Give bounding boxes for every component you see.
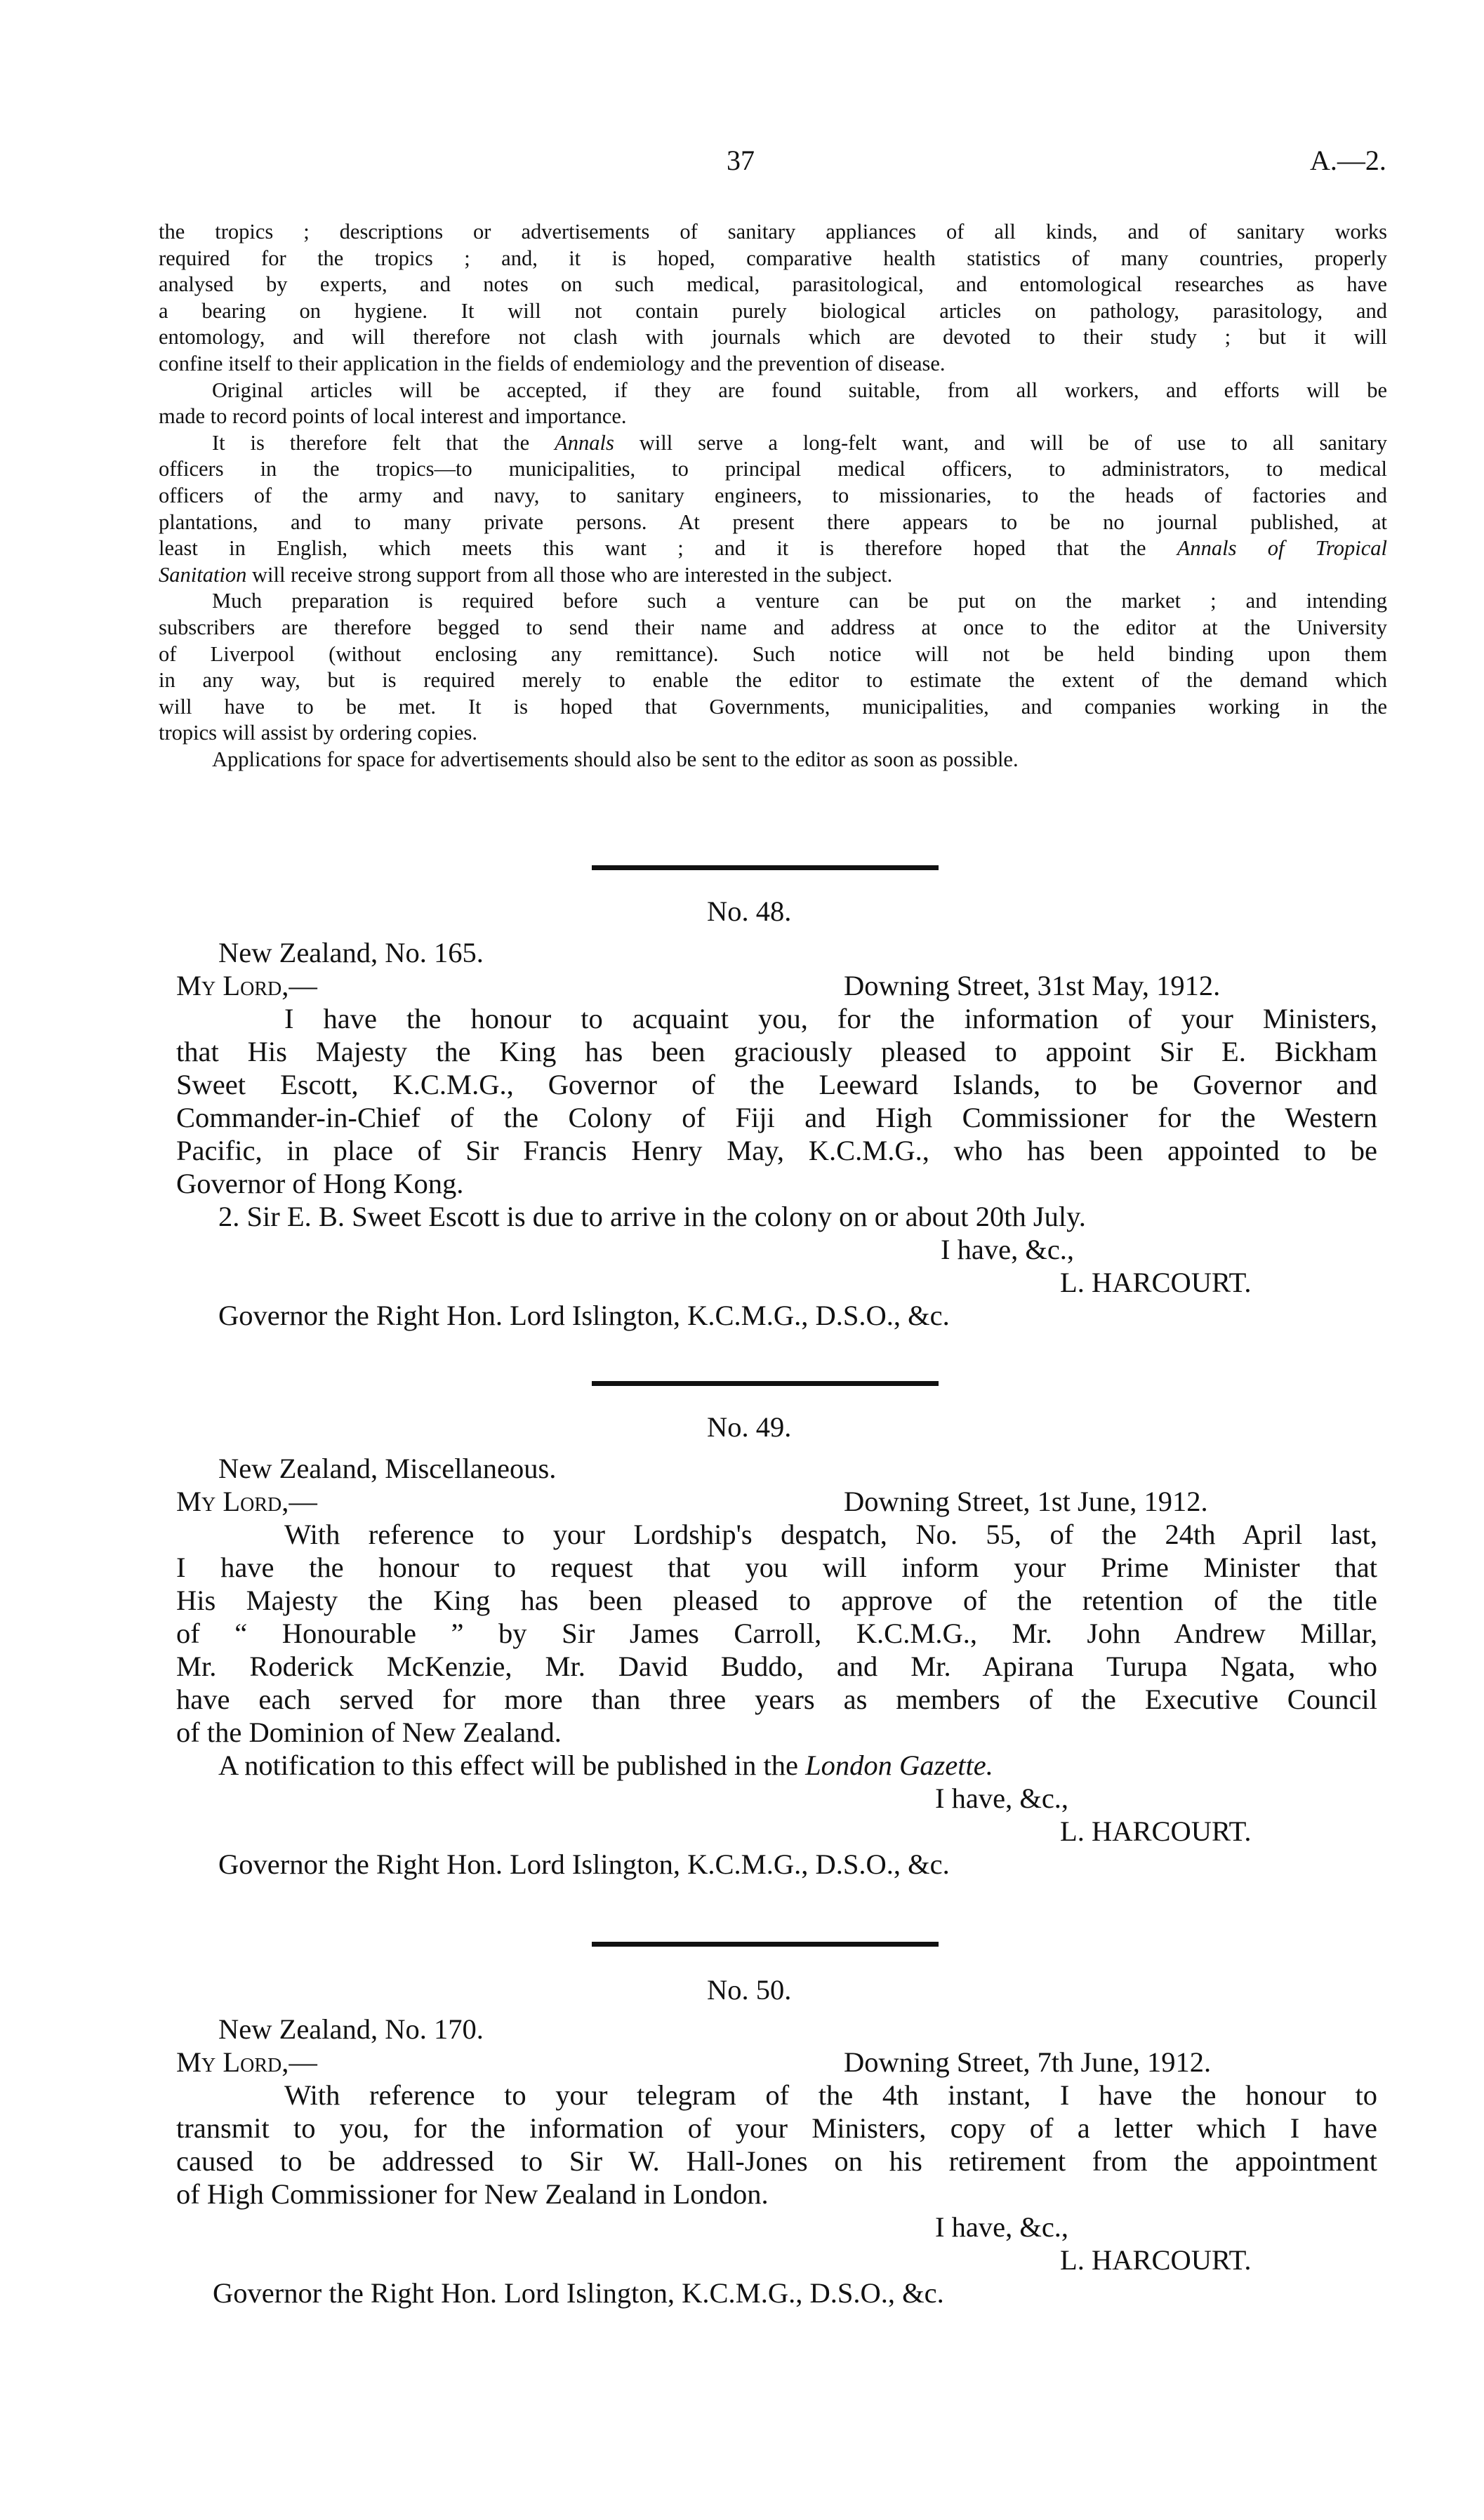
- despatch-49-signature: L. HARCOURT.: [1060, 1815, 1252, 1847]
- despatch-48-body-line: Governor of Hong Kong.: [176, 1168, 464, 1199]
- despatch-48-addressee: Governor the Right Hon. Lord Islington, K.C.M.G., D.S.O., &c.: [218, 1300, 950, 1331]
- intro-paragraph-2: Original articles will be accepted, if they are found suitable, from all workers, and efforts will be made to record points of local interest and importance.: [159, 378, 1387, 429]
- intro-paragraph-4: Much preparation is required before such a venture can be put on the market ; and intending subscribers are therefore begged to send their name and address at once to the editor at the University of Liverpool (without enclosing any remittance). Such notice will not be held binding upon them in any way, but is required merely to enable the editor to estimate the extent of the demand which will have to be met. It is hoped that Governments, municipalities, and companies working in the tropics will assist by ordering copies.: [159, 589, 1387, 745]
- despatch-48-body-line: that His Majesty the King has been graciously pleased to appoint Sir E. Bickham: [176, 1036, 1377, 1067]
- despatch-48-body-line: Commander-in-Chief of the Colony of Fiji and High Commissioner for the Western: [176, 1102, 1377, 1133]
- despatch-50-body-line: With reference to your telegram of the 4th instant, I have the honour to: [284, 2079, 1377, 2111]
- despatch-50-closing: I have, &c.,: [935, 2211, 1069, 2243]
- despatch-50-body-line: of High Commissioner for New Zealand in London.: [176, 2178, 769, 2210]
- despatch-49-body-line: of “ Honourable ” by Sir James Carroll, K.C.M.G., Mr. John Andrew Millar,: [176, 1618, 1377, 1649]
- despatch-48-number: No. 48.: [707, 895, 792, 927]
- despatch-48-paragraph-2: 2. Sir E. B. Sweet Escott is due to arrive in the colony on or about 20th July.: [218, 1201, 1086, 1232]
- despatch-48-place-date: Downing Street, 31st May, 1912.: [844, 970, 1221, 1001]
- despatch-49-number: No. 49.: [707, 1411, 792, 1443]
- despatch-49-body-line: I have the honour to request that you will inform your Prime Minister that: [176, 1552, 1377, 1583]
- despatch-50-addressee: Governor the Right Hon. Lord Islington, K.C.M.G., D.S.O., &c.: [213, 2277, 944, 2309]
- despatch-49-closing: I have, &c.,: [935, 1782, 1069, 1814]
- despatch-48-closing: I have, &c.,: [941, 1234, 1075, 1265]
- despatch-49-reference: New Zealand, Miscellaneous.: [218, 1453, 557, 1484]
- intro-paragraph-3: It is therefore felt that the Annals will serve a long-felt want, and will be of use to all sanitary officers in the tropics—to municipalities, to principal medical officers, to administrators, to medical officers of the army and navy, to sanitary engineers, to missionaries, to the heads of factories and plantations, and to many private persons. At present there appears to be no journal published, at least in English, which meets this want ; and it is therefore hoped that the Annals of Tropical Sanitation will receive strong support from all those who are interested in the subject.: [159, 430, 1388, 587]
- despatch-49-body-line: His Majesty the King has been pleased to approve of the retention of the title: [176, 1585, 1377, 1616]
- despatch-49-body-line: With reference to your Lordship's despatch, No. 55, of the 24th April last,: [284, 1519, 1377, 1550]
- section-divider: [592, 1381, 939, 1386]
- despatch-50-reference: New Zealand, No. 170.: [218, 2013, 484, 2045]
- page-number: 37: [727, 145, 755, 176]
- despatch-49-addressee: Governor the Right Hon. Lord Islington, K.C.M.G., D.S.O., &c.: [218, 1848, 950, 1880]
- section-divider: [592, 1942, 939, 1947]
- section-divider: [592, 865, 939, 870]
- despatch-48-body-line: Sweet Escott, K.C.M.G., Governor of the Leeward Islands, to be Governor and: [176, 1069, 1377, 1100]
- despatch-48-body-line: Pacific, in place of Sir Francis Henry May, K.C.M.G., who has been appointed to be: [176, 1135, 1377, 1166]
- page-reference: A.—2.: [1310, 145, 1386, 176]
- despatch-49-body-line: have each served for more than three years as members of the Executive Council: [176, 1684, 1377, 1715]
- despatch-48-signature: L. HARCOURT.: [1060, 1267, 1252, 1298]
- despatch-50-place-date: Downing Street, 7th June, 1912.: [844, 2046, 1212, 2078]
- intro-text: [159, 219, 1387, 773]
- despatch-50-salutation: My Lord,—: [176, 2046, 317, 2078]
- despatch-49-salutation: My Lord,—: [176, 1486, 317, 1517]
- despatch-50-body-line: transmit to you, for the information of your Ministers, copy of a letter which I have: [176, 2112, 1377, 2144]
- despatch-50-number: No. 50.: [707, 1974, 792, 2006]
- intro-paragraph-1: the tropics ; descriptions or advertisements of sanitary appliances of all kinds, and of sanitary works required for the tropics ; and, it is hoped, comparative health statistics of many countries, properly analysed by experts, and notes on such medical, parasitological, and entomological researches as have a bearing on hygiene. It will not contain purely biological articles on pathology, parasitology, and entomology, and will therefore not clash with journals which are devoted to their study ; but it will confine itself to their application in the fields of endemiology and the prevention of disease.: [159, 220, 1387, 375]
- despatch-49-place-date: Downing Street, 1st June, 1912.: [844, 1486, 1208, 1517]
- despatch-48-body-line: I have the honour to acquaint you, for the information of your Ministers,: [284, 1003, 1377, 1034]
- despatch-48-reference: New Zealand, No. 165.: [218, 937, 484, 968]
- despatch-49-body-line: of the Dominion of New Zealand.: [176, 1716, 562, 1748]
- despatch-49-body-line: Mr. Roderick McKenzie, Mr. David Buddo, and Mr. Apirana Turupa Ngata, who: [176, 1651, 1377, 1682]
- despatch-49-paragraph-2: A notification to this effect will be published in the London Gazette.: [218, 1749, 993, 1781]
- despatch-48-salutation: My Lord,—: [176, 970, 317, 1001]
- despatch-50-body-line: caused to be addressed to Sir W. Hall-Jones on his retirement from the appointment: [176, 2145, 1377, 2177]
- despatch-50-signature: L. HARCOURT.: [1060, 2244, 1252, 2276]
- intro-paragraph-5: Applications for space for advertisements should also be sent to the editor as soon as possible.: [212, 747, 1019, 771]
